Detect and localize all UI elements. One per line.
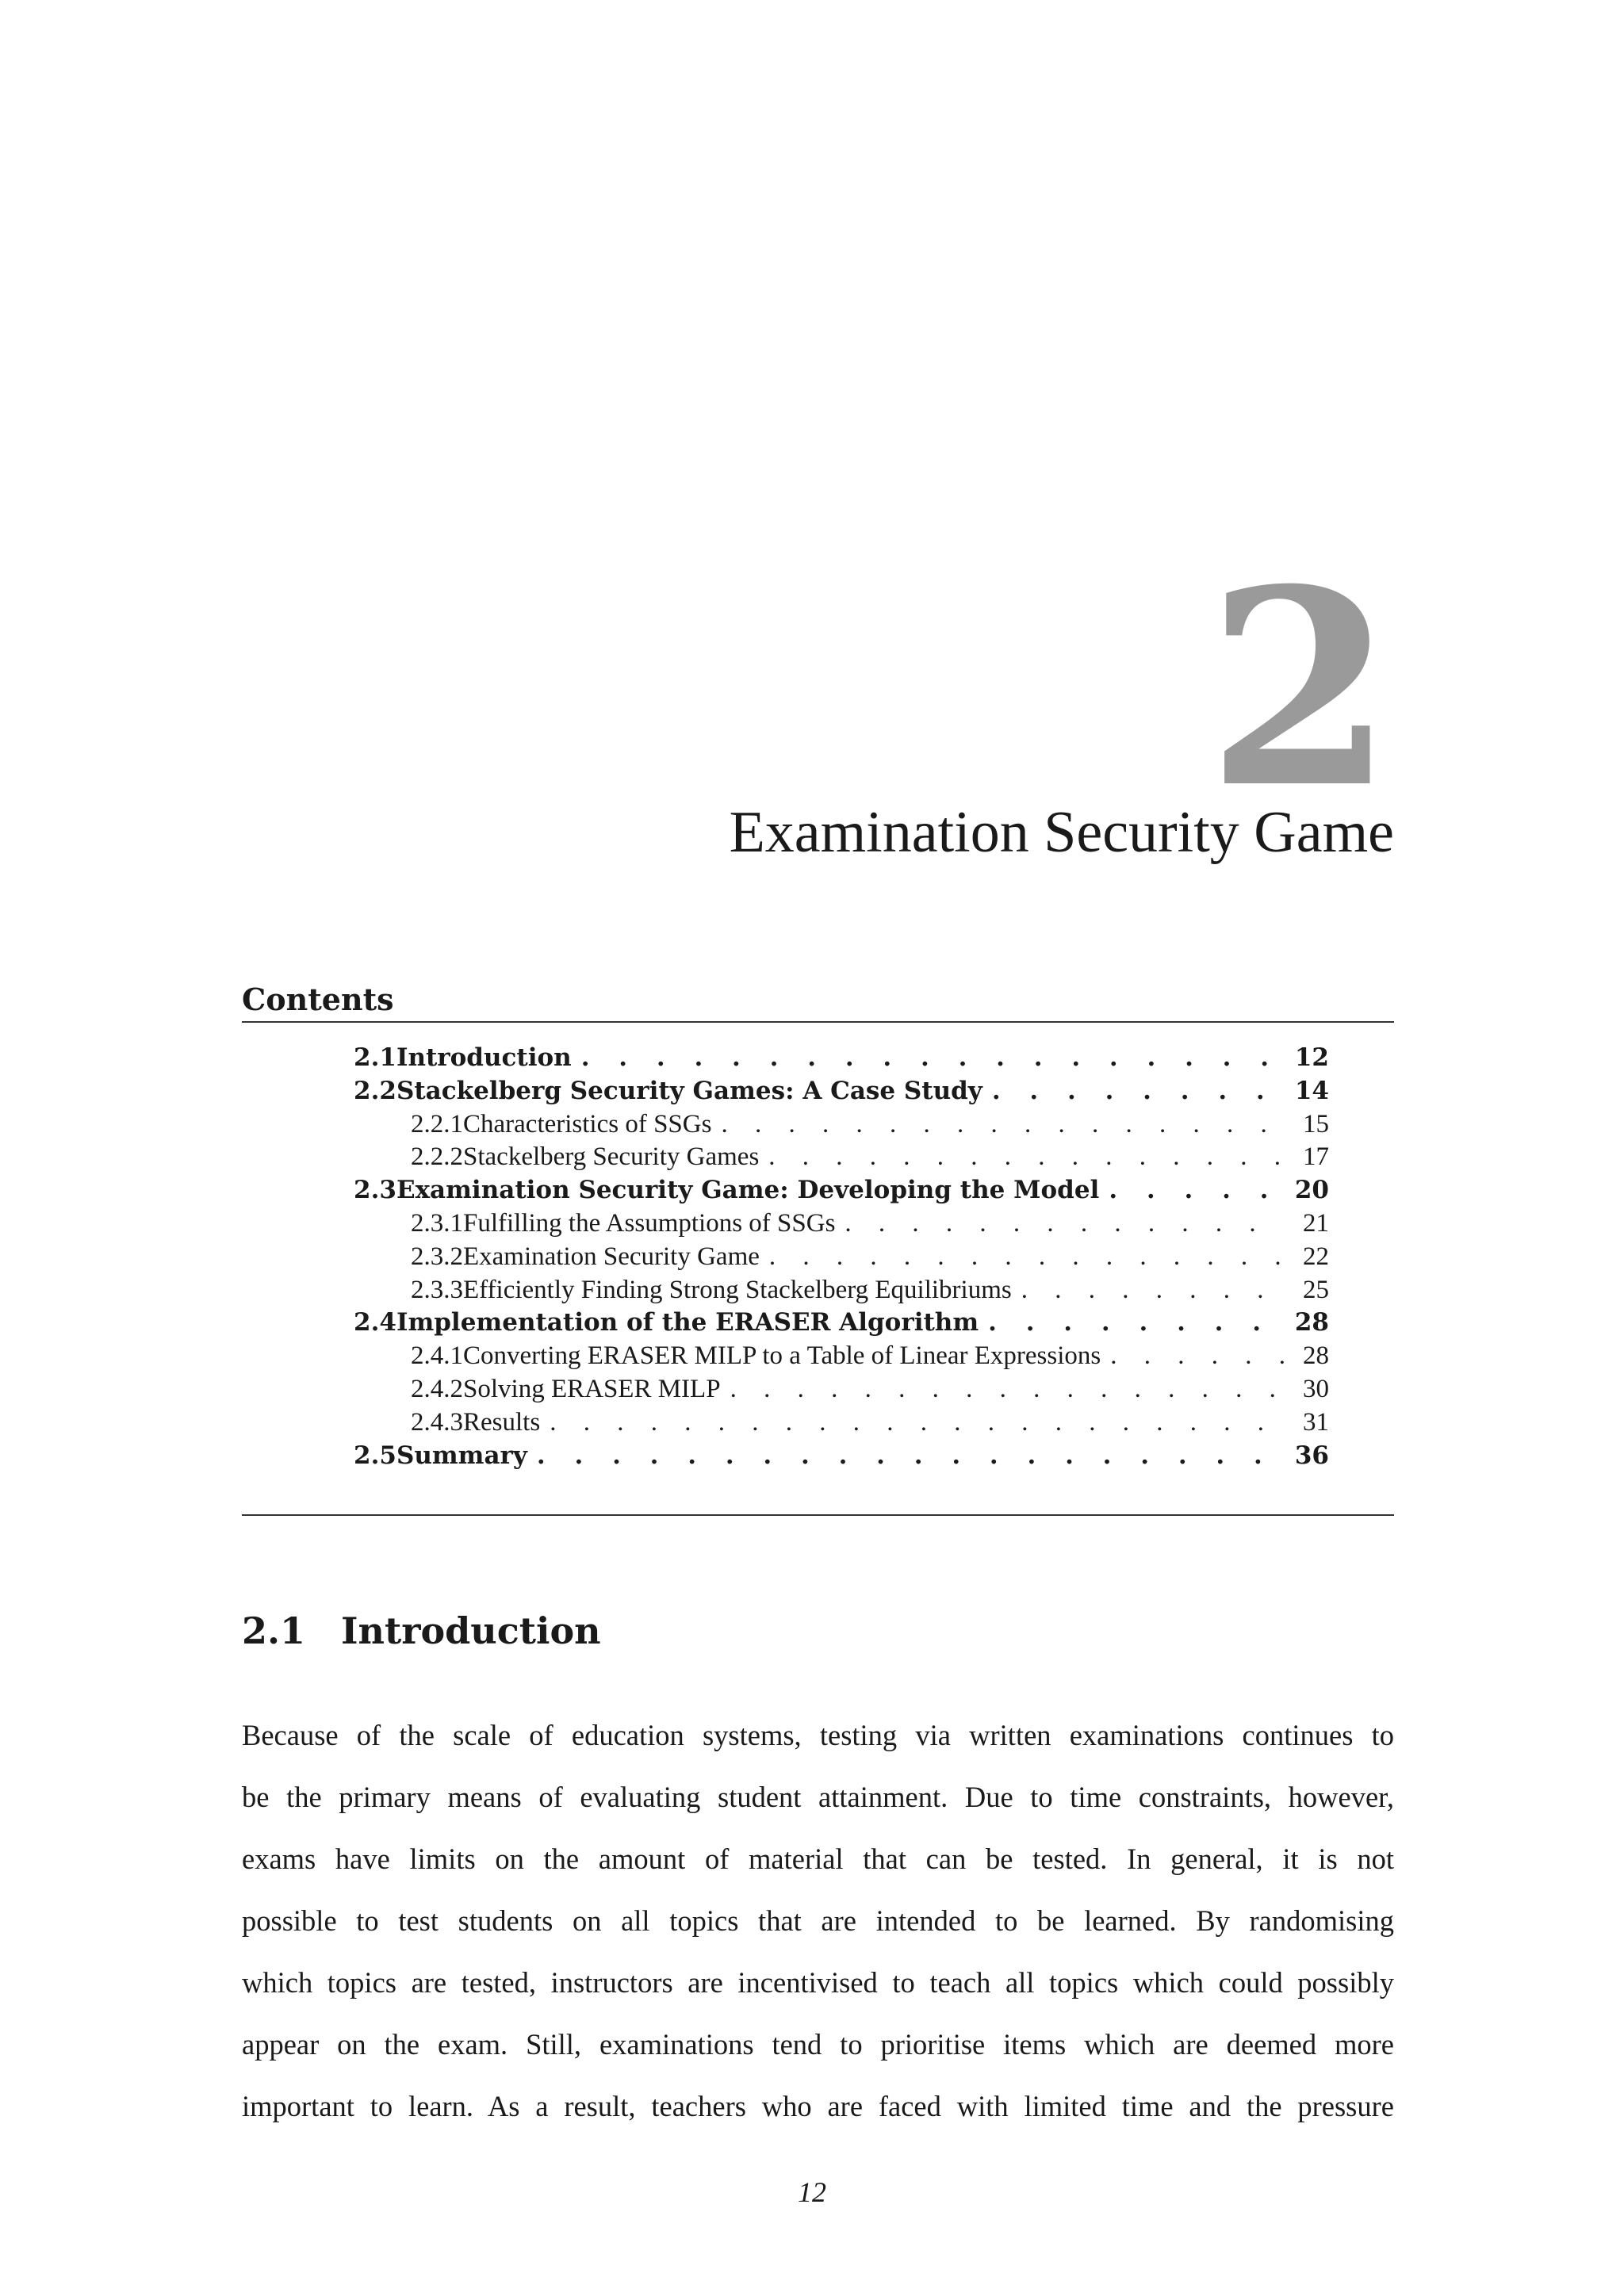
toc-number: 2.4.1 <box>411 1341 463 1371</box>
paragraph-line: which topics are tested, instructors are incentivised to teach all topics which could possibly <box>242 1966 1394 1999</box>
toc-number: 2.2.1 <box>411 1109 463 1138</box>
toc-entry-2-4[interactable] <box>354 1308 1329 1341</box>
toc-leader-dots <box>769 1242 1285 1272</box>
paragraph-line: important to learn. As a result, teachers who are faced with limited time and the pressure <box>242 2090 1394 2122</box>
toc-title: Characteristics of SSGs <box>463 1109 712 1138</box>
toc-number: 2.2 <box>354 1076 396 1105</box>
toc-number: 2.3 <box>354 1176 396 1205</box>
toc-entry-2-2-2[interactable] <box>354 1142 1329 1176</box>
table-of-contents <box>354 1043 1329 1474</box>
paragraph-line: appear on the exam. Still, examinations tend to prioritise items which are deemed more <box>242 2028 1394 2061</box>
toc-entry-2-3-2[interactable] <box>354 1242 1329 1276</box>
toc-leader-dots <box>1109 1176 1285 1204</box>
toc-title: Solving ERASER MILP <box>463 1374 721 1403</box>
paragraph-line: exams have limits on the amount of material that can be tested. In general, it is not <box>242 1843 1394 1875</box>
toc-title: Examination Security Game <box>463 1242 760 1271</box>
toc-title: Summary <box>396 1441 527 1470</box>
toc-number: 2.5 <box>354 1441 396 1470</box>
toc-title: Fulfilling the Assumptions of SSGs <box>463 1208 836 1238</box>
page-number: 12 <box>798 2176 826 2208</box>
toc-title: Results <box>463 1407 541 1437</box>
toc-title: Implementation of the ERASER Algorithm <box>396 1308 979 1337</box>
toc-entry-2-3[interactable] <box>354 1176 1329 1209</box>
toc-page-number: 20 <box>1294 1176 1329 1205</box>
contents-top-rule <box>242 1021 1394 1023</box>
toc-page-number: 30 <box>1303 1374 1329 1403</box>
toc-number: 2.3.3 <box>411 1275 463 1304</box>
toc-leader-dots <box>721 1110 1285 1139</box>
toc-entry-2-4-2[interactable] <box>354 1375 1329 1408</box>
toc-entry-2-4-1[interactable] <box>354 1341 1329 1375</box>
toc-leader-dots <box>768 1142 1285 1172</box>
toc-page-number: 17 <box>1303 1142 1329 1172</box>
chapter-number: 2 <box>1206 531 1394 848</box>
toc-leader-dots <box>581 1043 1285 1072</box>
toc-leader-dots <box>988 1308 1285 1337</box>
toc-leader-dots <box>537 1441 1285 1470</box>
toc-entry-2-5[interactable] <box>354 1441 1329 1475</box>
toc-page-number: 15 <box>1303 1109 1329 1138</box>
toc-entry-2-3-3[interactable] <box>354 1276 1329 1309</box>
chapter-title: Examination Security Game <box>729 800 1394 865</box>
toc-number: 2.4.3 <box>411 1407 463 1437</box>
contents-bottom-rule <box>242 1514 1394 1516</box>
toc-page-number: 28 <box>1303 1341 1329 1371</box>
toc-page-number: 28 <box>1294 1308 1329 1337</box>
toc-leader-dots <box>845 1209 1285 1238</box>
toc-leader-dots <box>1021 1276 1285 1305</box>
toc-number: 2.3.2 <box>411 1242 463 1271</box>
toc-page-number: 25 <box>1303 1275 1329 1304</box>
toc-leader-dots <box>1110 1341 1285 1371</box>
toc-number: 2.1 <box>354 1043 396 1072</box>
toc-entry-2-3-1[interactable] <box>354 1209 1329 1242</box>
toc-title: Stackelberg Security Games <box>463 1142 760 1172</box>
toc-title: Efficiently Finding Strong Stackelberg Equilibriums <box>463 1275 1012 1304</box>
body-paragraph <box>242 1705 1394 2137</box>
toc-page-number: 22 <box>1303 1242 1329 1271</box>
toc-page-number: 36 <box>1294 1441 1329 1470</box>
section-title: Introduction <box>341 1609 601 1652</box>
paragraph-line: Because of the scale of education systems, testing via written examinations continues to <box>242 1719 1394 1751</box>
toc-title: Stackelberg Security Games: A Case Study <box>396 1076 982 1105</box>
toc-entry-2-2[interactable] <box>354 1077 1329 1110</box>
toc-leader-dots <box>730 1375 1285 1404</box>
toc-page-number: 31 <box>1303 1407 1329 1437</box>
toc-leader-dots <box>992 1077 1285 1105</box>
paragraph-line: possible to test students on all topics that are intended to be learned. By randomising <box>242 1904 1394 1937</box>
toc-title: Examination Security Game: Developing the Model <box>396 1176 1100 1205</box>
paragraph-line: be the primary means of evaluating student attainment. Due to time constraints, however, <box>242 1781 1394 1813</box>
toc-entry-2-2-1[interactable] <box>354 1110 1329 1143</box>
toc-page-number: 21 <box>1303 1208 1329 1238</box>
toc-title: Converting ERASER MILP to a Table of Linear Expressions <box>463 1341 1101 1371</box>
section-heading <box>242 1609 601 1652</box>
toc-number: 2.4 <box>354 1308 396 1337</box>
toc-entry-2-4-3[interactable] <box>354 1408 1329 1441</box>
toc-number: 2.2.2 <box>411 1142 463 1172</box>
toc-entry-2-1[interactable] <box>354 1043 1329 1077</box>
toc-number: 2.4.2 <box>411 1374 463 1403</box>
toc-page-number: 14 <box>1294 1076 1329 1105</box>
section-number: 2.1 <box>242 1609 306 1652</box>
toc-title: Introduction <box>396 1043 572 1072</box>
toc-number: 2.3.1 <box>411 1208 463 1238</box>
toc-page-number: 12 <box>1294 1043 1329 1072</box>
contents-heading: Contents <box>242 982 394 1017</box>
toc-leader-dots <box>550 1408 1285 1437</box>
